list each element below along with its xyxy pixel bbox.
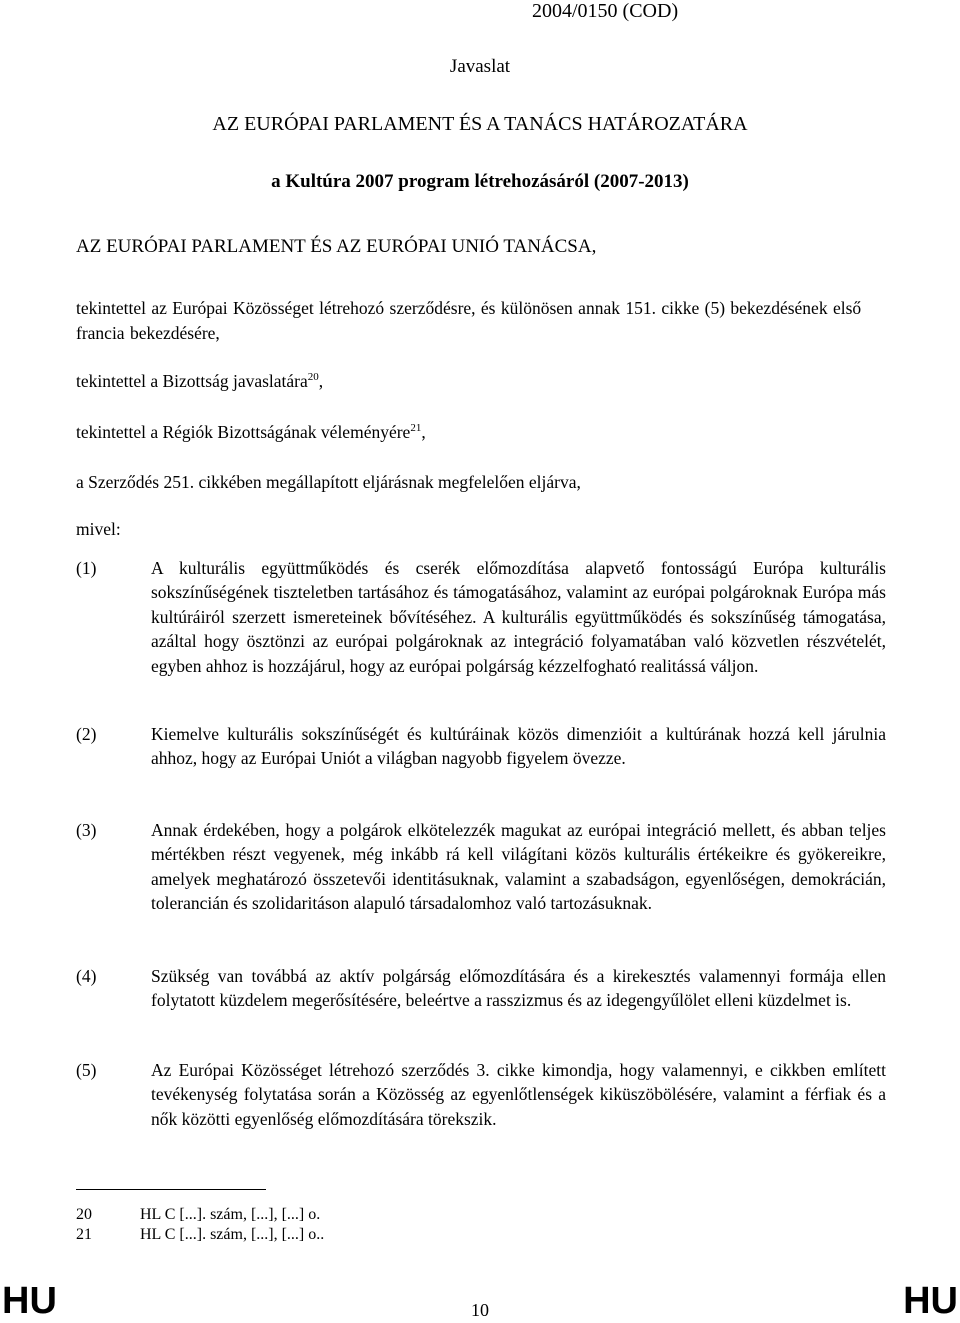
recital-text: Szükség van továbbá az aktív polgárság előmozdítására és a kirekesztés valamennyi formája ellen folytatott küzdelem megerősítésére, beleértve a rasszizmus és az idegengyűlölet elleni küzdelmet is. [151,966,886,1011]
citation-regions-text: tekintettel a Régiók Bizottságának véleményére [76,422,411,442]
footnote-ref-20: 20 [307,371,319,384]
footnote-ref-21: 21 [410,422,422,435]
citation-treaty: tekintettel az Európai Közösséget létrehozó szerződésre, és különösen annak 151. cikke (5) bekezdésének első francia bekezdésére, [76,298,862,343]
recital-number: (2) [76,724,97,744]
recital-text: Kiemelve kulturális sokszínűségét és kultúráinak közös dimenzióit a kultúrának hozzá kell járulnia ahhoz, hogy az Európai Uniót a világban nagyobb figyelem övezze. [151,724,886,769]
recital-3 [76,818,886,916]
footnote-21 [76,1226,324,1244]
footnote-text: HL C [...]. szám, [...], [...] o.. [140,1226,325,1243]
page-number: 10 [471,1300,489,1320]
recital-text: Az Európai Közösséget létrehozó szerződés 3. cikke kimondja, hogy valamennyi, e cikkben említett tevékenység folytatása során a Közösség az egyenlőtlenségek kiküszöbölésére, valamint a férfiak és a nők közötti egyenlőség előmozdítására törekszik. [151,1060,886,1129]
proposal-label [0,56,960,78]
recital-2 [76,722,886,771]
recital-number: (4) [76,966,97,986]
citation-procedure: a Szerződés 251. cikkében megállapított eljárásnak megfelelően eljárva, [76,472,581,492]
recital-1 [76,556,886,678]
language-code-left: HU [2,1280,57,1322]
recital-number: (5) [76,1060,97,1080]
citation-commission-text: tekintettel a Bizottság javaslatára [76,371,308,391]
citation-commission: tekintettel a Bizottság javaslatára$^{20}$, [76,371,324,391]
footnote-separator [76,1189,266,1190]
recital-number: (1) [76,558,97,578]
recital-number: (3) [76,820,97,840]
document-subtitle: a Kultúra 2007 program létrehozásáról (2007-2013) [271,171,689,192]
issuing-bodies: AZ EURÓPAI PARLAMENT ÉS AZ EURÓPAI UNIÓ TANÁCSA, [76,236,597,257]
recital-4 [76,964,886,1013]
citation-regions: tekintettel a Régiók Bizottságának véleményére$^{21}$, [76,422,426,442]
footnote-number: 21 [76,1226,92,1243]
recital-5 [76,1058,886,1131]
proposal-text: Javaslat [449,56,511,77]
recital-text: A kulturális együttműködés és cserék előmozdítása alapvető fontosságú Európa kulturális sokszínűségének tiszteletben tartásához és támogatásához, valamint az európai polgároknak Európa más kultúráiról szerzett ismereteinek bővítéséhez. A kulturális együttműködés és sokszínűség támogatása, azáltal hogy ösztönzi az európai polgároknak az integráció folyamatában való közvetlen részvételét, egyben ahhoz is hozzájárul, hogy az európai polgárság kézzelfogható realitássá váljon. [151,558,886,676]
recital-text: Annak érdekében, hogy a polgárok elkötelezzék magukat az európai integráció mellett, és abban teljes mértékben részt vegyenek, még inkább rá kell világítani közös kulturális értékeikre és gyökereikre, amelyek meghatározó összetevői identitásuknak, valamint a szabadságon, egyenlőségen, demokrácián, tolerancián és szolidaritáson alapuló társadalomhoz való tartozásuknak. [151,820,886,914]
document-reference: 2004/0150 (COD) [532,0,679,22]
language-code-right: HU [903,1280,958,1322]
footnote-text: HL C [...]. szám, [...], [...] o. [140,1206,321,1223]
footnote-number: 20 [76,1206,92,1223]
footnote-20 [76,1206,320,1224]
document-title: AZ EURÓPAI PARLAMENT ÉS A TANÁCS HATÁROZATÁRA [212,113,748,135]
whereas-label: mivel: [76,519,121,539]
